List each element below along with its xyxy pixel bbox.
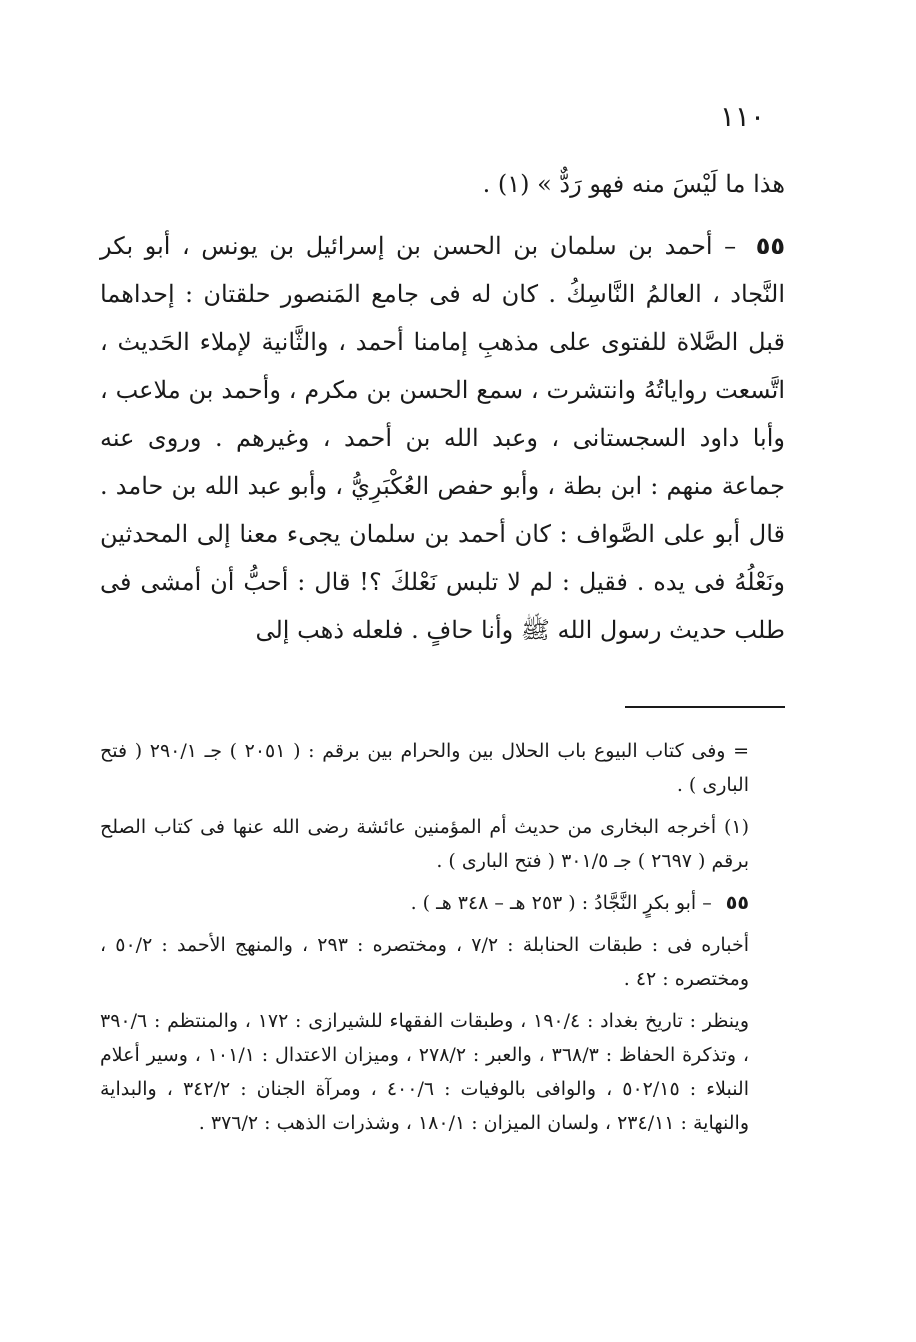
footnote-1: (١) أخرجه البخارى من حديث أم المؤمنين عائشة رضى الله عنها فى كتاب الصلح برقم ( ٢٦٩٧ ) جـ ٣٠١/٥ ( فتح البارى ) .	[100, 816, 749, 872]
footnote-55-sources: وينظر : تاريخ بغداد : ١٩٠/٤ ، وطبقات الفقهاء للشيرازى : ١٧٢ ، والمنتظم : ٣٩٠/٦ ، وتذكرة الحفاظ : ٣٦٨/٣ ، والعبر : ٢٧٨/٢ ، وميزان الاعتدال : ١٠١/١ ، وسير أعلام النبلاء : ٥٠٢/١٥ ، والوافى بالوفيات : ٤٠٠/٦ ، ومرآة الجنان : ٣٤٢/٢ ، والبداية والنهاية : ٢٣٤/١١ ، ولسان الميزان : ١٨٠/١ ، وشذرات الذهب : ٣٧٦/٢ .	[100, 1010, 750, 1134]
footnote-separator	[625, 706, 785, 708]
hadith-ending: هذا ما لَيْسَ منه فهو رَدٌّ » (١) .	[482, 170, 785, 198]
footnote-continuation: = وفى كتاب البيوع باب الحلال بين والحرام بين برقم : ( ٢٠٥١ ) جـ ٢٩٠/١ ( فتح البارى ) .	[100, 740, 750, 796]
footnote-55-number: ٥٥	[725, 892, 749, 914]
main-text	[100, 160, 785, 654]
footnote-55-title	[100, 886, 785, 920]
entry-number: ٥٥	[755, 232, 785, 260]
footnote-55-akhbar: أخباره فى : طبقات الحنابلة : ٧/٢ ، ومختصره : ٢٩٣ ، والمنهج الأحمد : ٥٠/٢ ، ومختصره : ٤٢ .	[100, 934, 749, 990]
entry-text: – أحمد بن سلمان بن الحسن بن إسرائيل بن يونس ، أبو بكر النَّجاد ، العالمُ النَّاسِكُ . كان له فى جامع المَنصور حلقتان : إحداهما قبل الصَّلاة للفتوى على مذهبِ إمامنا أحمد ، والثَّانية لإملاء الحَديث ، اتَّسعت رواياتُهُ وانتشرت ، سمع الحسن بن مكرم ، وأحمد بن ملاعب ، وأبا داود السجستانى ، وعبد الله بن أحمد ، وغيرهم . وروى عنه جماعة منهم : ابن بطة ، وأبو حفص العُكْبَرِيُّ ، وأبو عبد الله بن حامد . قال أبو على الصَّواف : كان أحمد بن سلمان يجىء معنا إلى المحدثين ونَعْلُهُ فى يده . فقيل : لم لا تلبس نَعْلكَ ؟! قال : أحبُّ أن أمشى فى طلب حديث رسول الله ﷺ وأنا حافٍ . فلعله ذهب إلى	[100, 232, 786, 644]
biography-entry	[100, 222, 785, 654]
page-number: ١١٠	[719, 100, 765, 133]
footnote-55-title-text: – أبو بكرٍ النَّجَّادُ : ( ٢٥٣ هـ – ٣٤٨ هـ ) .	[410, 892, 712, 914]
book-page	[100, 0, 785, 1342]
footnotes	[100, 734, 785, 1148]
